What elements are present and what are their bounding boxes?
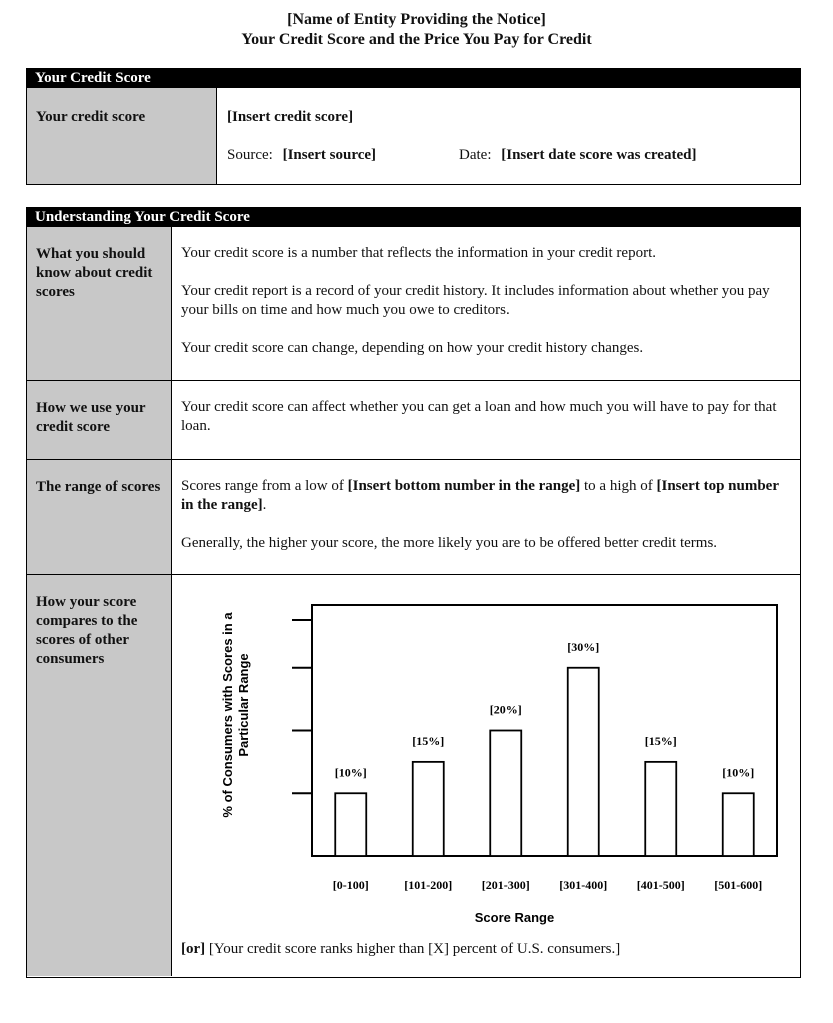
data-label: [10%]	[722, 765, 755, 780]
row-content	[172, 460, 800, 574]
source-date-line	[227, 146, 790, 165]
x-tick-label: [0-100]	[332, 878, 369, 892]
data-label: [30%]	[567, 639, 600, 654]
paragraph: Your credit score can affect whether you can get a loan and how much you will have to pay for that loan.	[181, 399, 777, 434]
bar	[490, 731, 521, 857]
row-what-you-should-know	[27, 227, 800, 380]
row-how-we-use	[27, 380, 800, 459]
row-content	[172, 227, 800, 380]
bar	[723, 793, 754, 856]
bar	[335, 793, 366, 856]
bar	[413, 762, 444, 856]
x-tick-label: [201-300]	[481, 878, 530, 892]
or-statement	[181, 940, 620, 959]
top-range-placeholder: [Insert top number in the range]	[181, 478, 779, 513]
row-label: How we use your credit score	[27, 381, 172, 459]
source-value: [Insert source]	[282, 147, 377, 163]
or-label: [or]	[181, 941, 206, 957]
text-run: to a high of	[580, 478, 657, 494]
date-value: [Insert date score was created]	[501, 147, 697, 163]
credit-score-placeholder: [Insert credit score]	[227, 109, 354, 125]
bar	[645, 762, 676, 856]
notice-title: Your Credit Score and the Price You Pay for Credit	[241, 31, 592, 48]
row-content	[172, 575, 800, 976]
row-content	[172, 381, 800, 459]
text-run: .	[262, 497, 267, 513]
paragraph: Your credit report is a record of your credit history. It includes information about whether you pay your bills on time and how much you owe to creditors.	[181, 283, 770, 318]
section-bar-understanding: Understanding Your Credit Score	[26, 207, 801, 227]
section-understanding	[26, 227, 801, 978]
entity-name: [Name of Entity Providing the Notice]	[287, 11, 546, 28]
x-tick-label: [301-400]	[559, 878, 608, 892]
bottom-range-placeholder: [Insert bottom number in the range]	[347, 478, 581, 494]
date-group	[459, 146, 696, 165]
x-tick-label: [501-600]	[714, 878, 763, 892]
row-label: Your credit score	[27, 88, 217, 184]
paragraph: Your credit score is a number that reflects the information in your credit report.	[181, 245, 656, 261]
date-label: Date:	[459, 147, 492, 163]
data-label: [20%]	[489, 702, 522, 717]
section-your-credit-score	[26, 88, 801, 185]
x-axis-label: Score Range	[474, 910, 555, 925]
data-label: [15%]	[644, 733, 677, 748]
paragraph: Your credit score can change, depending on how your credit history changes.	[181, 340, 644, 356]
x-tick-label: [401-500]	[636, 878, 685, 892]
notice-header	[0, 10, 833, 50]
row-label: What you should know about credit scores	[27, 227, 172, 380]
paragraph: Generally, the higher your score, the more likely you are to be offered better credit terms.	[181, 535, 718, 551]
source-label: Source:	[227, 147, 273, 163]
section-bar-your-credit-score: Your Credit Score	[26, 68, 801, 88]
x-tick-label: [101-200]	[404, 878, 453, 892]
row-content	[217, 88, 800, 184]
y-axis-label: Particular Range	[236, 653, 251, 757]
plot-frame	[312, 605, 777, 856]
text-run: Scores range from a low of	[181, 478, 348, 494]
row-how-your-score-compares	[27, 574, 800, 976]
data-label: [10%]	[334, 765, 367, 780]
or-text: [Your credit score ranks higher than [X] percent of U.S. consumers.]	[205, 941, 621, 957]
bar	[568, 668, 599, 856]
y-axis-label: % of Consumers with Scores in a	[220, 612, 235, 818]
row-label: How your score compares to the scores of other consumers	[27, 575, 172, 976]
row-label: The range of scores	[27, 460, 172, 574]
paragraph	[181, 477, 790, 515]
score-distribution-chart	[172, 575, 800, 975]
row-range-of-scores	[27, 459, 800, 574]
row-your-credit-score	[27, 88, 800, 184]
data-label: [15%]	[412, 733, 445, 748]
